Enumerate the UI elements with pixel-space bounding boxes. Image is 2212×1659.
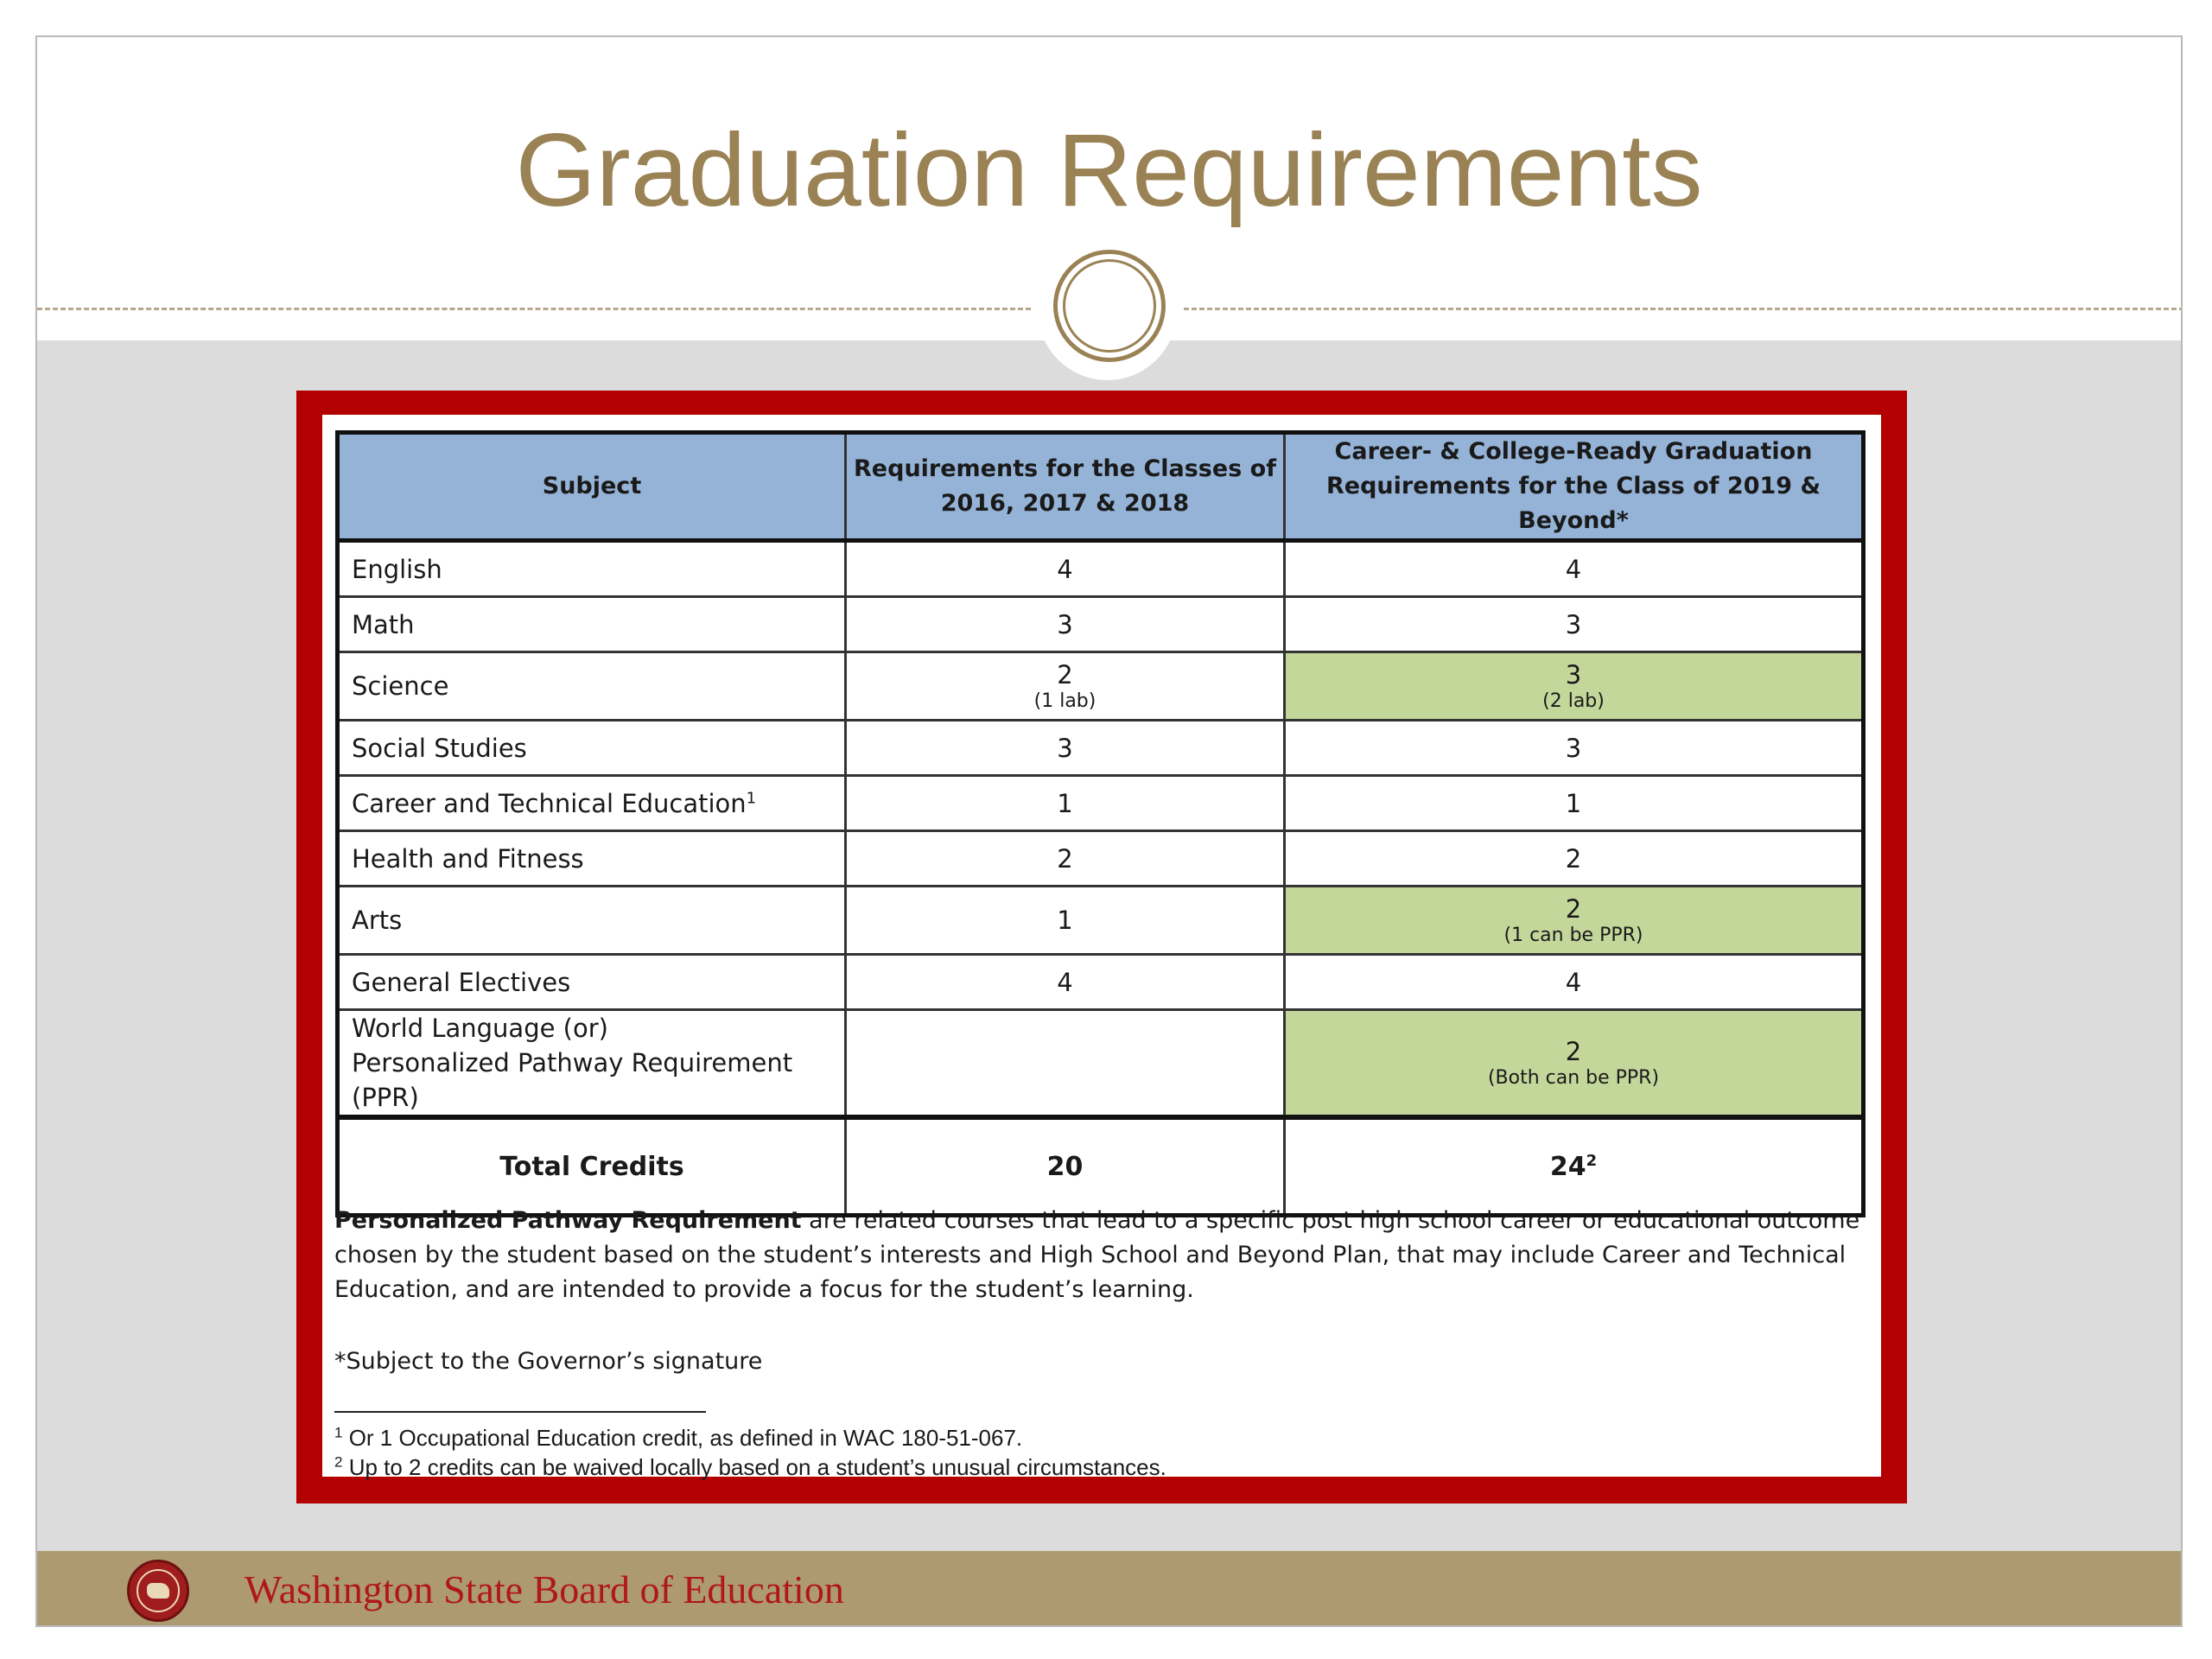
state-seal-icon — [127, 1560, 189, 1622]
footer-band — [37, 1551, 2181, 1627]
cell-new-value: 1 — [1285, 776, 1864, 831]
footnote-1 — [334, 1423, 1166, 1452]
table-panel — [322, 415, 1881, 1480]
footnotes — [334, 1423, 1166, 1482]
subject-label: Career and Technical Education — [352, 788, 747, 818]
cell-old-value: 2 — [846, 831, 1285, 887]
footnote-2 — [334, 1452, 1166, 1482]
cell-subject: Arts — [338, 887, 846, 955]
subject-line-1: World Language (or) — [352, 1014, 608, 1043]
cell-new-value: 4 — [1285, 955, 1864, 1010]
cell-old-value: 1 — [846, 776, 1285, 831]
header-class-2019: Career- & College-Ready Graduation Requirements for the Class of 2019 & Beyond* — [1285, 433, 1864, 541]
cell-new-value: 2 — [1285, 831, 1864, 887]
divider-left — [37, 308, 1031, 310]
cell-old-value: 4 — [846, 955, 1285, 1010]
cell-new-value: 4 — [1285, 541, 1864, 597]
ppr-term: Personalized Pathway Requirement — [334, 1207, 802, 1234]
table-frame — [296, 391, 1907, 1503]
total-new-value: 24 — [1549, 1151, 1586, 1182]
cell-subject — [338, 1010, 846, 1118]
table-row-social-studies — [338, 721, 1864, 776]
cell-old-value: 4 — [846, 541, 1285, 597]
ppr-text: are related courses that lead to a specific post high school career or educational outcome chosen by the student based on the student’s interests and High School and Beyond Plan, that may include Career and Technical Education, and are intended to provide a focus for the student’s learning. — [334, 1207, 1860, 1303]
new-value: 3 — [1565, 660, 1582, 690]
footnote-text: Up to 2 credits can be waived locally based on a student’s unusual circumstances. — [342, 1454, 1166, 1480]
footnote-marker: 2 — [334, 1453, 343, 1471]
cell-subject — [338, 776, 846, 831]
total-old: 20 — [846, 1117, 1285, 1216]
table-row-math — [338, 597, 1864, 652]
cell-new-value-highlighted — [1285, 652, 1864, 721]
organization-name: Washington State Board of Education — [245, 1567, 844, 1611]
new-value-note: (Both can be PPR) — [1487, 1067, 1660, 1089]
cell-subject: English — [338, 541, 846, 597]
subject-line-2: Personalized Pathway Requirement (PPR) — [352, 1048, 793, 1112]
table-row-general-electives — [338, 955, 1864, 1010]
table-header-row — [338, 433, 1864, 541]
table-row-health-fitness — [338, 831, 1864, 887]
ppr-definition — [334, 1204, 1881, 1307]
header-subject: Subject — [338, 433, 846, 541]
slide-title: Graduation Requirements — [515, 112, 1703, 228]
cell-subject: Science — [338, 652, 846, 721]
cell-subject: Math — [338, 597, 846, 652]
table-row-science — [338, 652, 1864, 721]
cell-subject: Health and Fitness — [338, 831, 846, 887]
slide — [35, 35, 2183, 1627]
cell-subject: General Electives — [338, 955, 846, 1010]
footnote-marker: 1 — [334, 1424, 343, 1441]
cell-new-value: 3 — [1285, 597, 1864, 652]
new-value: 2 — [1565, 1037, 1582, 1066]
cell-old-value: 3 — [846, 597, 1285, 652]
cell-new-value-highlighted — [1285, 887, 1864, 955]
total-label: Total Credits — [338, 1117, 846, 1216]
new-value-note: (1 can be PPR) — [1503, 925, 1643, 946]
new-value: 2 — [1565, 894, 1582, 924]
cell-old-value — [846, 1010, 1285, 1118]
cell-old-value: 3 — [846, 721, 1285, 776]
footnote-marker: 2 — [1586, 1151, 1598, 1170]
footnote-divider — [334, 1411, 706, 1413]
table-row-world-language — [338, 1010, 1864, 1118]
old-value: 2 — [1057, 660, 1073, 690]
circle-ornament-icon — [1053, 250, 1166, 362]
requirements-table — [335, 430, 1866, 1217]
cell-new-value-highlighted — [1285, 1010, 1864, 1118]
cell-subject: Social Studies — [338, 721, 846, 776]
cell-new-value: 3 — [1285, 721, 1864, 776]
table-row-total — [338, 1117, 1864, 1216]
table-row-english — [338, 541, 1864, 597]
old-value-note: (1 lab) — [1033, 690, 1096, 712]
footnote-marker: 1 — [746, 788, 757, 807]
divider-right — [1184, 308, 2183, 310]
table-row-cte — [338, 776, 1864, 831]
cell-old-value — [846, 652, 1285, 721]
total-new — [1285, 1117, 1864, 1216]
footnote-text: Or 1 Occupational Education credit, as defined in WAC 180-51-067. — [342, 1425, 1023, 1451]
header-classes-2016-2018: Requirements for the Classes of 2016, 2017 & 2018 — [846, 433, 1285, 541]
new-value-note: (2 lab) — [1542, 690, 1605, 712]
cell-old-value: 1 — [846, 887, 1285, 955]
governor-note: *Subject to the Governor’s signature — [334, 1348, 763, 1375]
table-row-arts — [338, 887, 1864, 955]
